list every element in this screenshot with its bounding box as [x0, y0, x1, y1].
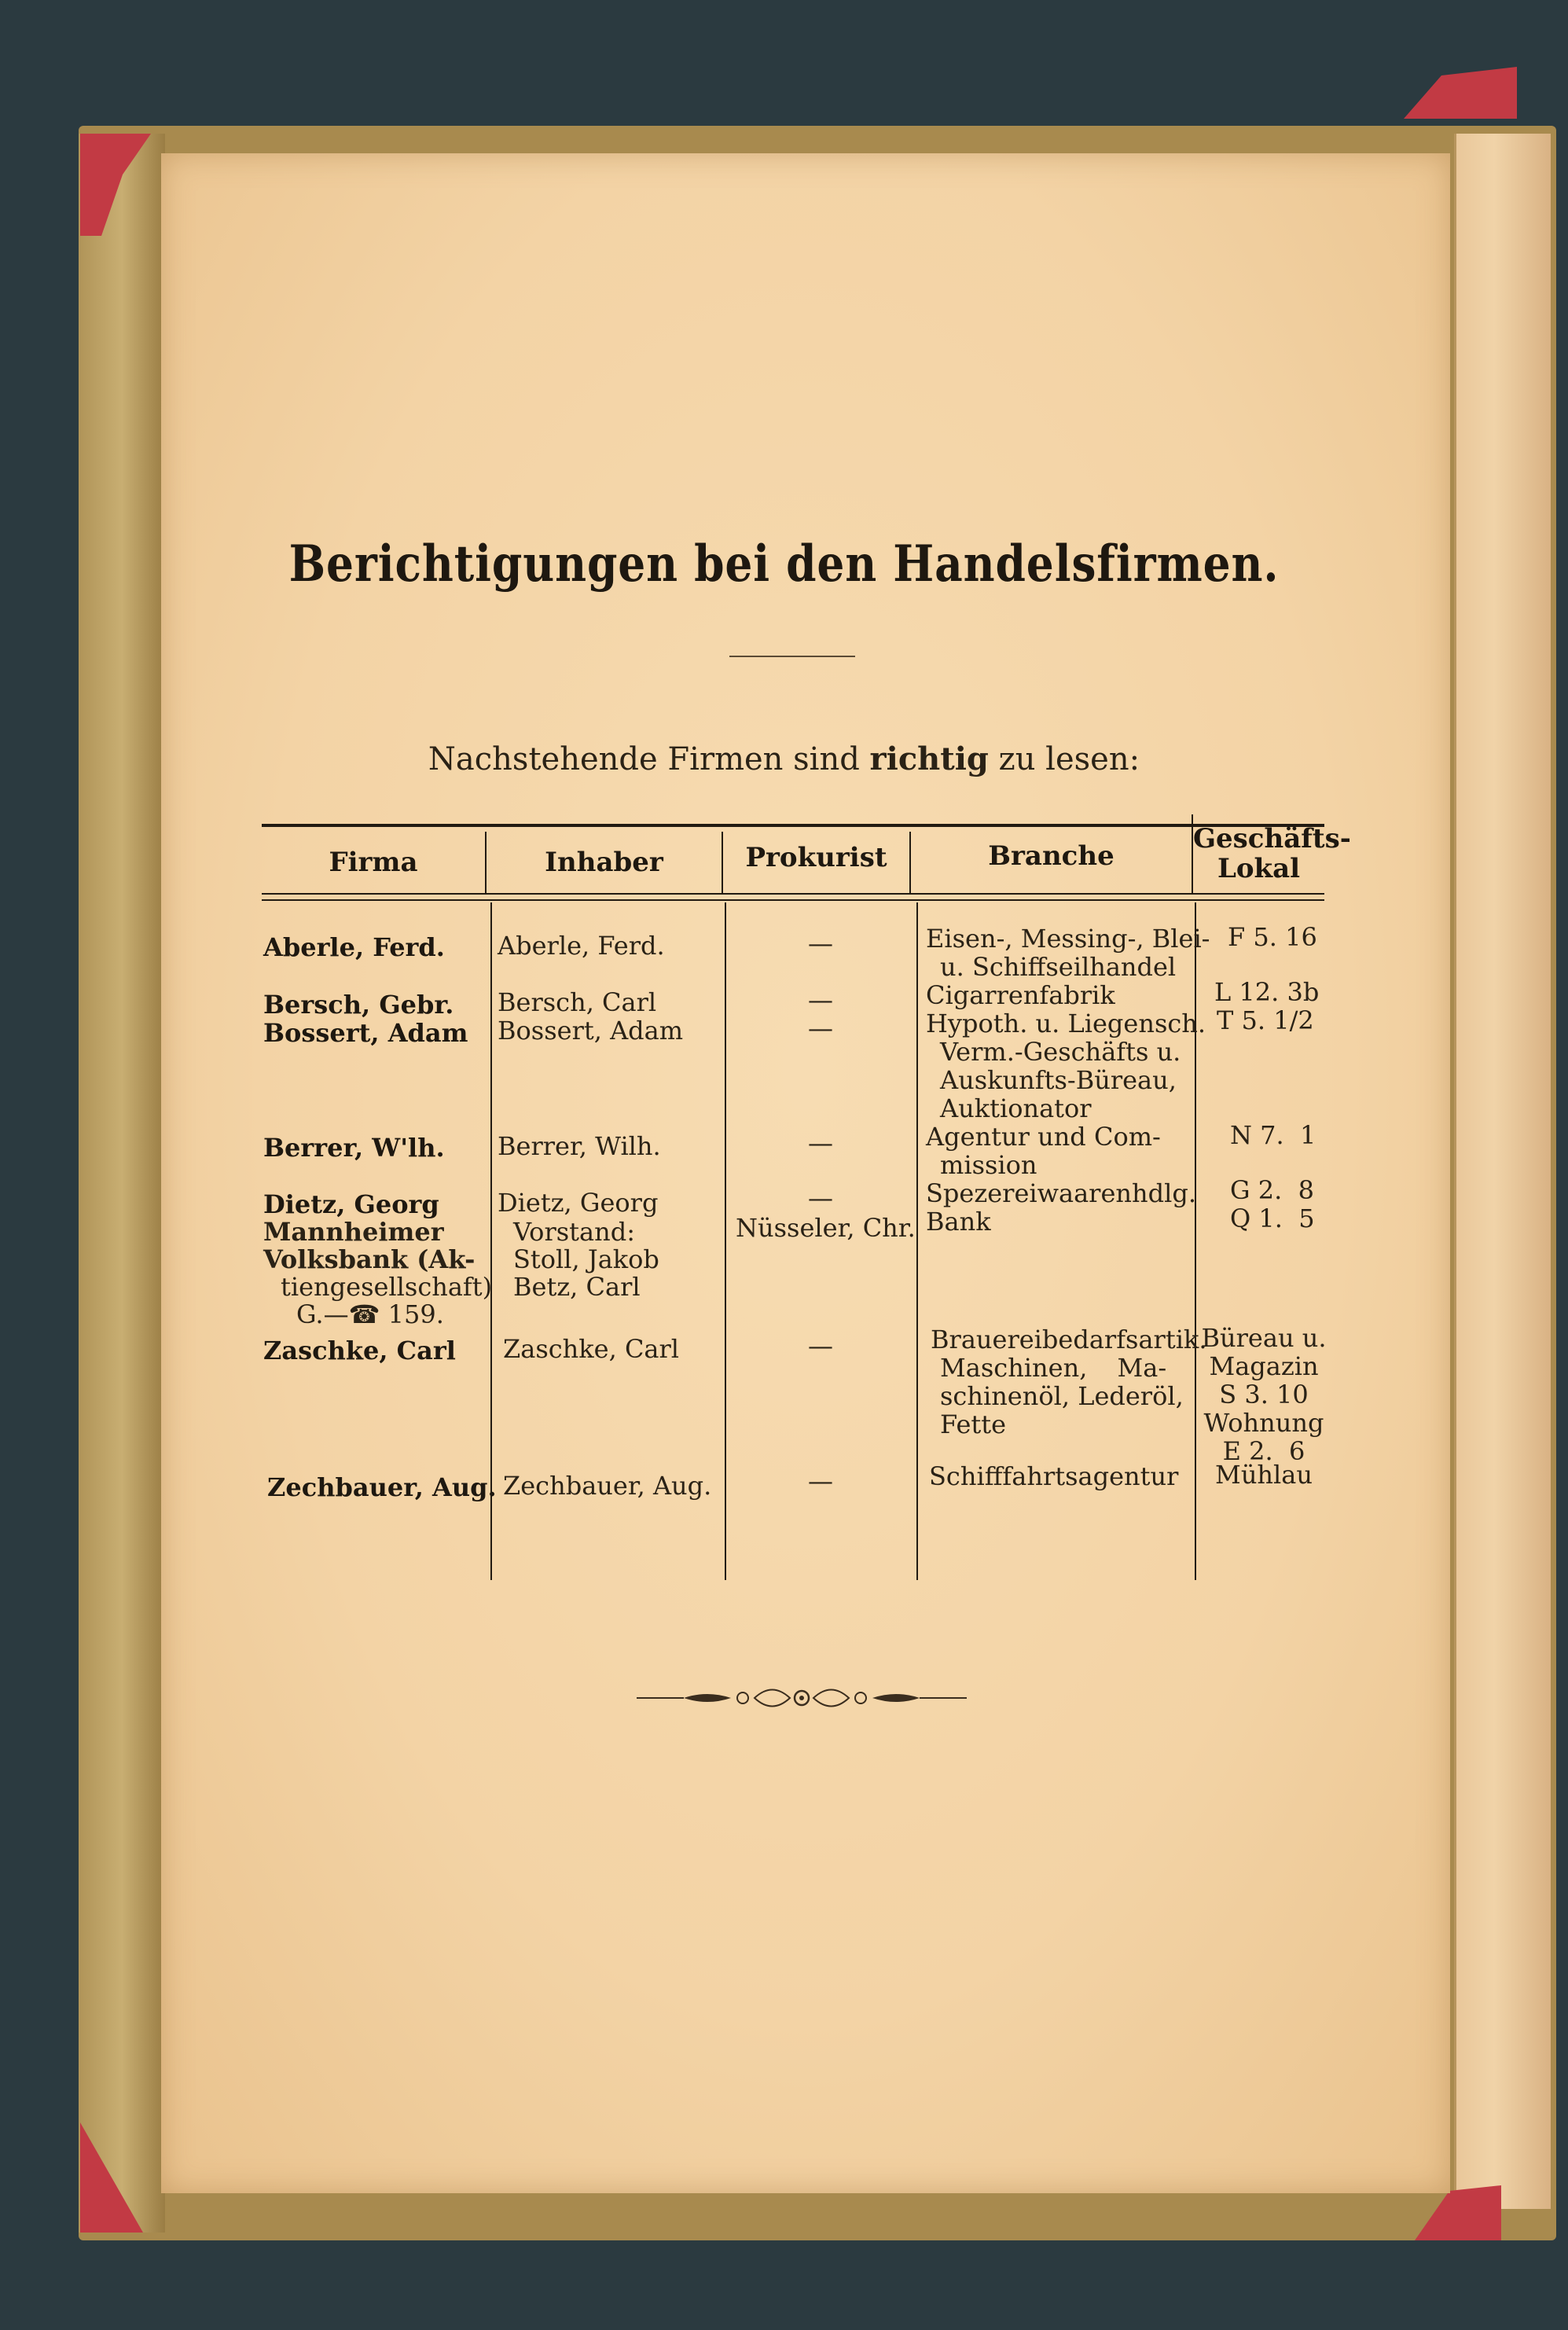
- table-row-firma: Berrer, W'lh.: [263, 1133, 445, 1163]
- header-lokal-line-2: Lokal: [1217, 853, 1301, 884]
- branche-line: Hypoth. u. Liegensch.: [926, 1009, 1206, 1038]
- table-header-rule-1: [262, 893, 1324, 895]
- lokal-line: Büreau u.: [1201, 1323, 1327, 1353]
- table-row-lokal: F 5. 16: [1228, 922, 1317, 952]
- table-row-branche: Cigarrenfabrik: [926, 980, 1115, 1010]
- page-subtitle: [0, 741, 1568, 777]
- book-spine-edge: [79, 134, 165, 2233]
- table-header-rule-2: [262, 899, 1324, 901]
- table-row-lokal: Mühlau: [1215, 1460, 1313, 1490]
- table-row-lokal: [1196, 1324, 1331, 1465]
- table-row-branche: Bank: [926, 1207, 991, 1237]
- table-row-firma: [263, 1218, 492, 1329]
- inhaber-line: Betz, Carl: [513, 1272, 641, 1302]
- branche-line: mission: [940, 1150, 1037, 1180]
- subtitle-prefix: Nachstehende Firmen sind: [428, 741, 860, 777]
- table-row-inhaber: Aberle, Ferd.: [498, 931, 665, 961]
- firma-line: Volksbank (Ak-: [263, 1244, 476, 1274]
- table-row-lokal: Q 1. 5: [1230, 1204, 1315, 1233]
- table-row-branche: [926, 924, 1210, 981]
- branche-line: Eisen-, Messing-, Blei-: [926, 924, 1210, 954]
- table-row-lokal: N 7. 1: [1230, 1120, 1316, 1150]
- title-rule: [729, 656, 855, 657]
- branche-line: Auktionator: [940, 1093, 1092, 1123]
- header-lokal-line-1: Geschäfts-: [1193, 823, 1351, 854]
- table-row-lokal: G 2. 8: [1230, 1175, 1314, 1205]
- header-branche: Branche: [988, 840, 1114, 872]
- table-row-prokurist: —: [808, 1466, 833, 1496]
- firma-line: G.—☎ 159.: [296, 1299, 444, 1329]
- body-divider-3: [916, 902, 918, 1580]
- branche-line: Agentur und Com-: [926, 1122, 1161, 1152]
- lokal-line: Magazin: [1209, 1351, 1319, 1381]
- header-prokurist: Prokurist: [745, 842, 887, 873]
- branche-line: Fette: [940, 1409, 1007, 1439]
- table-row-prokurist: Nüsseler, Chr.: [736, 1213, 916, 1243]
- page-title: Berichtigungen bei den Handelsfirmen.: [288, 535, 1280, 594]
- lokal-line: Wohnung: [1203, 1408, 1324, 1438]
- inhaber-line: Stoll, Jakob: [513, 1244, 659, 1274]
- subtitle-emphasis: richtig: [869, 741, 989, 777]
- table-row-inhaber: Dietz, Georg: [498, 1188, 659, 1218]
- table-row-firma: Dietz, Georg: [263, 1189, 439, 1219]
- ornament-divider: [637, 1682, 967, 1714]
- table-top-rule: [262, 824, 1324, 827]
- branche-line: Maschinen, Ma-: [940, 1353, 1167, 1383]
- table-row-firma: Bossert, Adam: [263, 1018, 468, 1048]
- header-lokal: [1193, 823, 1351, 884]
- table-row-branche: Spezereiwaarenhdlg.: [926, 1178, 1196, 1208]
- branche-line: schinenöl, Lederöl,: [940, 1381, 1184, 1411]
- page-stack-edge: [1454, 134, 1551, 2209]
- table-row-firma: Aberle, Ferd.: [263, 932, 445, 962]
- lokal-line: E 2. 6: [1222, 1436, 1305, 1466]
- table-row-prokurist: —: [808, 1183, 833, 1213]
- table-row-prokurist: —: [808, 985, 833, 1015]
- table-row-prokurist: —: [808, 928, 833, 958]
- table-row-firma: Bersch, Gebr.: [263, 990, 454, 1020]
- branche-line: Brauereibedarfsartik.: [931, 1325, 1207, 1354]
- inhaber-line: Vorstand:: [513, 1217, 635, 1247]
- table-row-branche: [926, 1009, 1206, 1123]
- table-row-firma: Zaschke, Carl: [263, 1336, 456, 1365]
- lokal-line: S 3. 10: [1219, 1380, 1309, 1409]
- table-row-branche: Schifffahrtsagentur: [929, 1461, 1179, 1491]
- table-row-lokal: T 5. 1/2: [1217, 1005, 1314, 1035]
- table-row-inhaber: Bersch, Carl: [498, 987, 657, 1017]
- header-inhaber: Inhaber: [545, 847, 663, 878]
- firma-line: tiengesellschaft): [281, 1272, 493, 1302]
- firma-line: Mannheimer: [263, 1217, 444, 1247]
- table-row-prokurist: —: [808, 1331, 833, 1361]
- table-row-branche: [926, 1123, 1161, 1179]
- branche-line: Auskunfts-Büreau,: [940, 1065, 1177, 1095]
- branche-line: Verm.-Geschäfts u.: [940, 1037, 1181, 1067]
- subtitle-suffix: zu lesen:: [998, 741, 1140, 777]
- header-firma: Firma: [329, 847, 418, 878]
- table-row-prokurist: —: [808, 1013, 833, 1043]
- table-row-inhaber: Berrer, Wilh.: [498, 1131, 661, 1161]
- table-row-prokurist: —: [808, 1128, 833, 1158]
- branche-line: u. Schiffseilhandel: [940, 952, 1177, 982]
- table-row-inhaber: [498, 1218, 659, 1301]
- table-row-inhaber: Bossert, Adam: [498, 1016, 684, 1046]
- document-page: [161, 153, 1450, 2193]
- table-row-firma: Zechbauer, Aug.: [267, 1472, 497, 1502]
- table-row-lokal: L 12. 3b: [1214, 977, 1320, 1007]
- table-row-inhaber: Zechbauer, Aug.: [503, 1471, 712, 1501]
- table-row-inhaber: Zaschke, Carl: [503, 1334, 680, 1364]
- table-row-branche: [931, 1325, 1206, 1439]
